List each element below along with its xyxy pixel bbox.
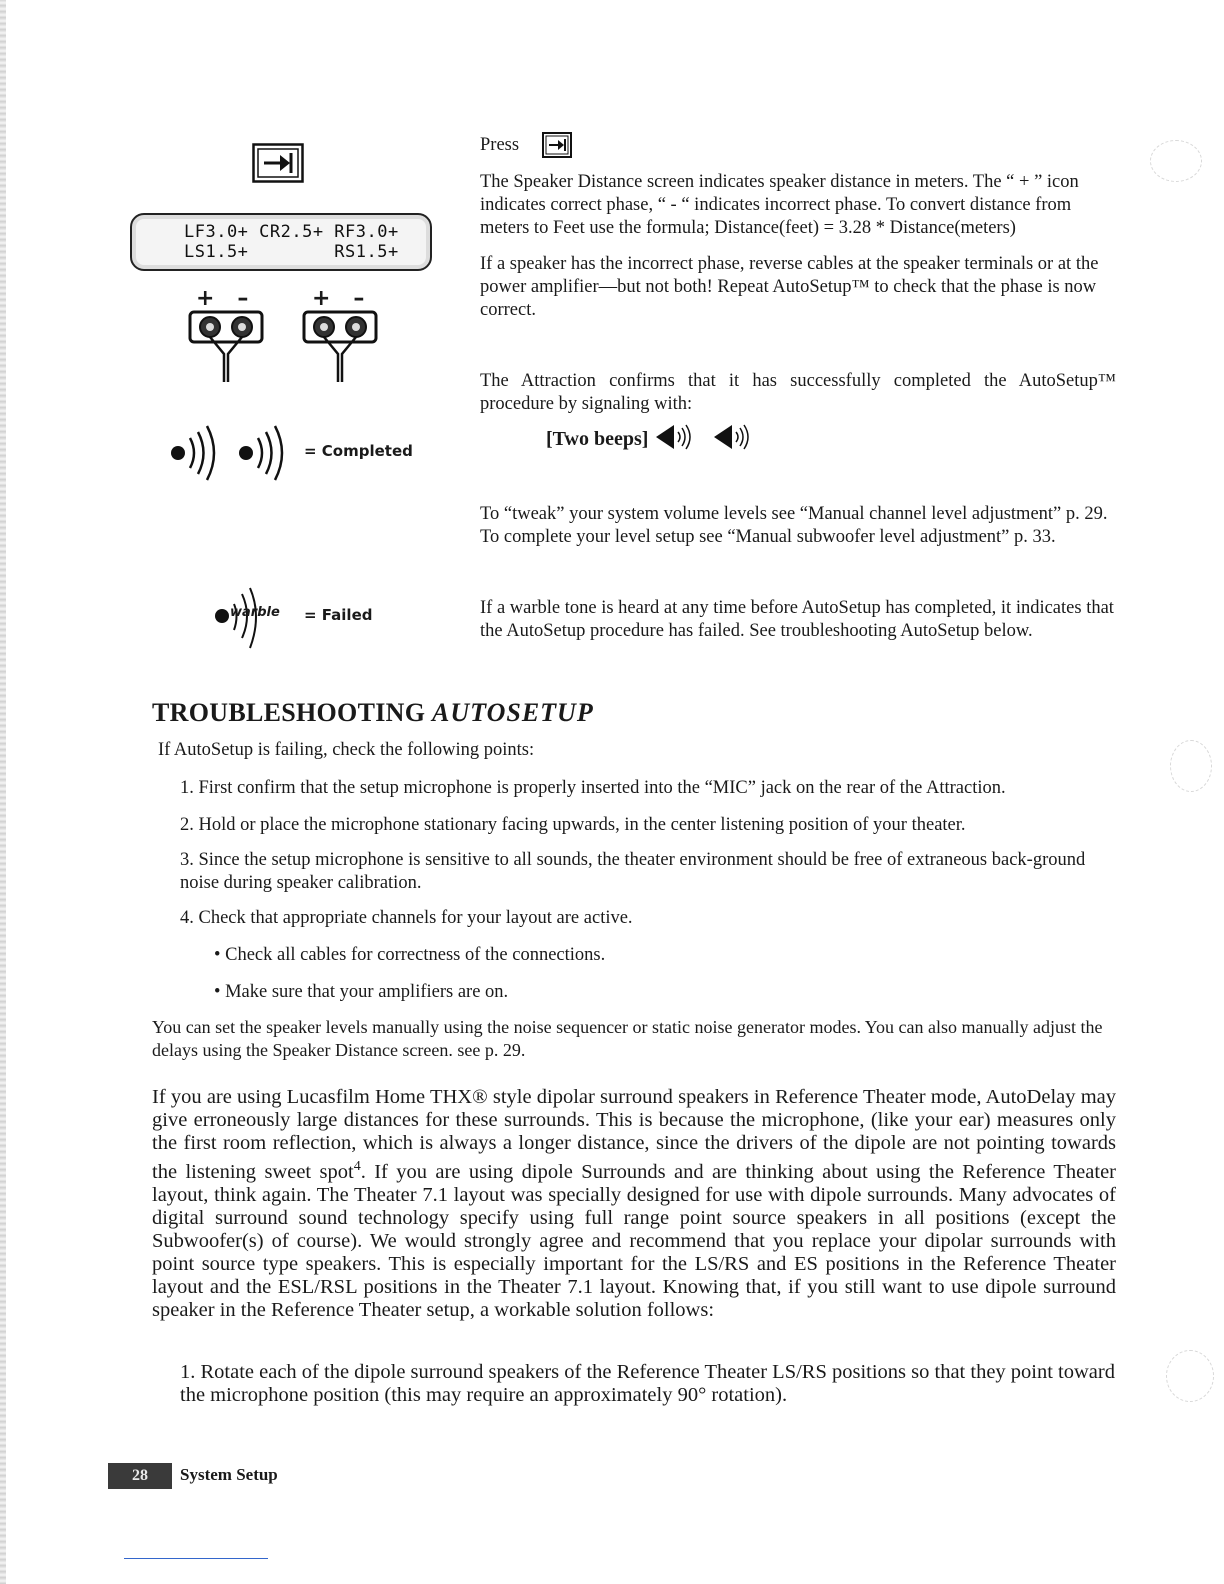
speaker-beep-icon	[654, 422, 702, 457]
completed-label: = Completed	[304, 442, 413, 460]
bullet-item: • Make sure that your amplifiers are on.	[214, 982, 509, 1002]
divider	[124, 1558, 268, 1559]
lcd-display	[130, 213, 432, 271]
warble-paragraph: If a warble tone is heard at any time before AutoSetup has completed, it indicates that the AutoSetup procedure has failed. See troubleshooting AutoSetup below.	[480, 598, 1114, 641]
page-curl-mark	[1166, 1350, 1214, 1402]
confirmation-paragraph: The Attraction confirms that it has successfully completed the AutoSetup™ procedure by signaling with:	[480, 371, 1116, 414]
speaker-terminal-icon	[188, 310, 264, 387]
page-curl-mark	[1170, 740, 1212, 792]
enter-key-icon	[542, 132, 572, 163]
heading-italic: AUTOSETUP	[432, 698, 594, 727]
phase-paragraph: If a speaker has the incorrect phase, reverse cables at the speaker terminals or at the power amplifier—but not both! Repeat AutoSetup™ to check that the phase is now correct.	[480, 254, 1099, 320]
lcd-line-1: LF3.0+ CR2.5+ RF3.0+	[184, 222, 399, 242]
speaker-terminal-icon	[302, 310, 378, 387]
press-label: Press	[480, 135, 520, 155]
warble-label: warble	[230, 605, 280, 620]
rotate-item: 1. Rotate each of the dipole surround speakers of the Reference Theater LS/RS positions so that they point toward the microphone position (this may require an approximately 90° rotation).	[180, 1361, 1115, 1406]
failed-label: = Failed	[304, 606, 373, 624]
dipole-text-b: . If you are using dipole Surrounds and are thinking about using the Reference Theater layout, think again. The Theater 7.1 layout was specially designed for use with dipole surrounds. Many advocates of digital surround sound technology specify using full range point source speakers in all positions (except the Subwoofer(s) of course). We would strongly agree and recommend that you replace your dipolar surrounds with point source type speakers. This is especially important for the LS/RS and ES positions in the Reference Theater layout and the ESL/RSL positions in the Theater 7.1 layout. Knowing that, if you still want to use dipole surround speaker in the Reference Theater setup, a workable solution follows:	[152, 1160, 1116, 1321]
page-curl-mark	[1150, 140, 1202, 182]
page-number: 28	[108, 1463, 172, 1489]
dipole-paragraph	[152, 1086, 1116, 1322]
beep-sound-icon	[236, 420, 306, 491]
troubleshooting-lead: If AutoSetup is failing, check the following points:	[158, 740, 535, 760]
two-beeps-label: [Two beeps]	[546, 428, 649, 450]
beep-sound-icon	[168, 420, 238, 491]
warble-sound-icon	[214, 586, 266, 657]
tweak-paragraph-line1: To “tweak” your system volume levels see “Manual channel level adjustment” p. 29.	[480, 504, 1108, 524]
enter-key-icon	[252, 143, 304, 188]
footnote-ref: 4	[353, 1159, 361, 1174]
speaker-beep-icon	[712, 422, 760, 457]
polarity-label-right: + –	[312, 286, 365, 311]
manual-note: You can set the speaker levels manually using the noise sequencer or static noise generator modes. You can also manually adjust the delays using the Speaker Distance screen. see p. 29.	[152, 1017, 1103, 1060]
scan-edge	[0, 0, 6, 1584]
list-item: 4. Check that appropriate channels for your layout are active.	[180, 908, 633, 928]
list-item: 2. Hold or place the microphone stationary facing upwards, in the center listening position of your theater.	[180, 815, 966, 835]
section-label: System Setup	[180, 1465, 278, 1484]
list-item: 1. First confirm that the setup microphone is properly inserted into the “MIC” jack on the rear of the Attraction.	[180, 778, 1006, 798]
tweak-paragraph-line2: To complete your level setup see “Manual subwoofer level adjustment” p. 33.	[480, 527, 1056, 547]
troubleshooting-heading	[152, 698, 594, 728]
dipole-text-a: If you are using Lucasfilm Home THX® style dipolar surround speakers in Reference Theater mode, AutoDelay may give erroneously large distances for these surrounds. This is because the microphone, (like your ear) measures only the first room reflection, which is always a longer distance, since the drivers of the dipole are not pointing towards the listening sweet spot	[152, 1086, 1116, 1183]
lcd-line-2: LS1.5+ RS1.5+	[184, 242, 399, 262]
heading-main: TROUBLESHOOTING	[152, 698, 426, 727]
speaker-distance-paragraph: The Speaker Distance screen indicates speaker distance in meters. The “ + ” icon indicates correct phase, “ - “ indicates incorrect phase. To convert distance from meters to Feet use the formula; Distance(feet) = 3.28 * Distance(meters)	[480, 172, 1079, 238]
polarity-label-left: + –	[196, 286, 249, 311]
list-item: 3. Since the setup microphone is sensitive to all sounds, the theater environment should be free of extraneous back-ground noise during speaker calibration.	[180, 850, 1086, 893]
bullet-item: • Check all cables for correctness of the connections.	[214, 945, 606, 965]
